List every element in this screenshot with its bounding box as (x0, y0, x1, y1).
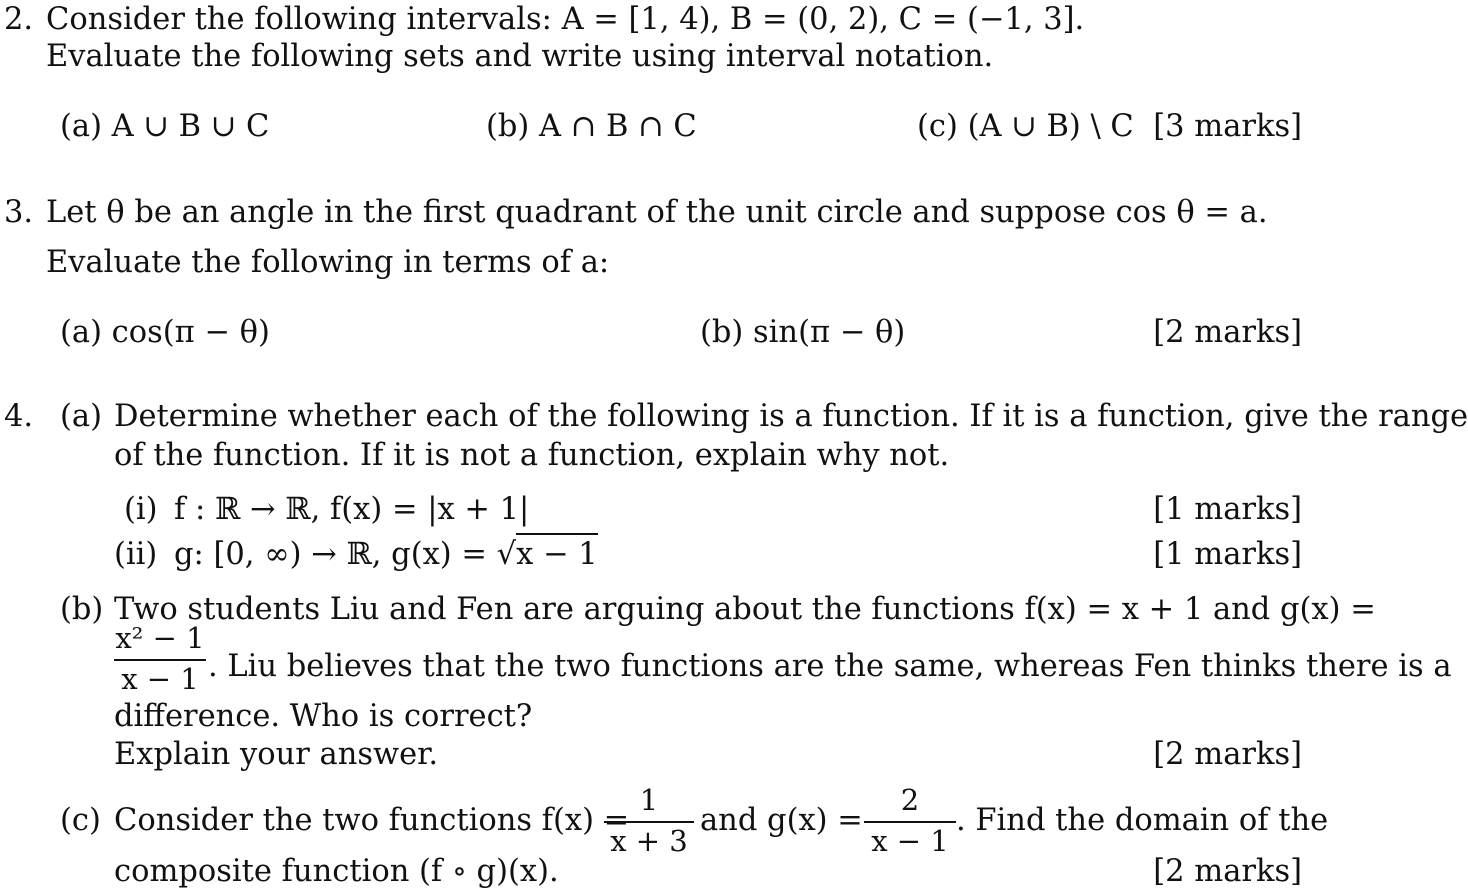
question-3-stem: Let θ be an angle in the first quadrant of the unit circle and suppose cos θ = a. (46, 195, 1268, 230)
question-4-number: 4. (4, 399, 34, 434)
question-2-instruction: Evaluate the following sets and write using interval notation. (46, 39, 994, 74)
question-4b-line3: difference. Who is correct? (114, 699, 533, 734)
question-4c-g-fraction-bar (864, 821, 956, 823)
question-2-part-c: (c) (A ∪ B) \ C (917, 109, 1134, 144)
question-4a-i-text: f : ℝ → ℝ, f(x) = |x + 1| (174, 492, 530, 527)
question-4a-ii-prefix: g: [0, ∞) → ℝ, g(x) = √ (174, 537, 517, 572)
question-4b-label: (b) (60, 592, 104, 627)
question-4c-text3: . Find the domain of the (956, 803, 1329, 838)
question-4a-ii-radicand: x − 1 (516, 533, 598, 572)
question-4c-f-denominator: x + 3 (610, 824, 688, 858)
question-4c-f-fraction (604, 784, 694, 858)
question-3-number: 3. (4, 195, 34, 230)
question-4a-label: (a) (60, 399, 102, 434)
question-4c-text1: Consider the two functions f(x) = (114, 803, 630, 838)
question-4c-g-fraction (864, 784, 956, 858)
question-4c-text2: and g(x) = (700, 803, 863, 838)
question-4c-label: (c) (60, 803, 101, 838)
question-4b-line1: Two students Liu and Fen are arguing about the functions f(x) = x + 1 and g(x) = (114, 592, 1376, 627)
question-4b-marks: [2 marks] (1153, 737, 1302, 772)
question-4a-line2: of the function. If it is not a function, explain why not. (114, 438, 950, 473)
question-2-part-b: (b) A ∩ B ∩ C (486, 109, 697, 144)
question-4b-fraction-bar (114, 659, 206, 661)
question-2-stem: Consider the following intervals: A = [1, 4), B = (0, 2), C = (−1, 3]. (46, 2, 1085, 37)
question-3-instruction: Evaluate the following in terms of a: (46, 245, 610, 280)
question-4b-line2: . Liu believes that the two functions are the same, whereas Fen thinks there is a (208, 649, 1452, 684)
question-2-part-a: (a) A ∪ B ∪ C (60, 109, 270, 144)
question-4b-fraction (114, 622, 206, 696)
question-4c-g-denominator: x − 1 (871, 824, 949, 858)
question-4a-i-label: (i) (124, 492, 158, 527)
question-3-part-a: (a) cos(π − θ) (60, 315, 270, 350)
question-4b-fraction-numerator: x² − 1 (115, 621, 205, 655)
question-4c-f-fraction-bar (604, 821, 694, 823)
question-3-marks: [2 marks] (1153, 315, 1302, 350)
question-4b-line4: Explain your answer. (114, 737, 439, 772)
question-4c-g-numerator: 2 (900, 783, 920, 817)
question-4c-marks: [2 marks] (1153, 854, 1302, 889)
question-3-part-b: (b) sin(π − θ) (700, 315, 906, 350)
question-4c-line2: composite function (f ∘ g)(x). (114, 854, 559, 889)
question-2-marks: [3 marks] (1153, 109, 1302, 144)
question-4a-ii-text (174, 537, 598, 572)
question-4b-fraction-denominator: x − 1 (121, 662, 199, 696)
question-4a-ii-label: (ii) (114, 537, 158, 572)
question-4a-ii-marks: [1 marks] (1153, 537, 1302, 572)
question-4c-f-numerator: 1 (639, 783, 659, 817)
question-2-number: 2. (4, 2, 34, 37)
question-4a-line1: Determine whether each of the following is a function. If it is a function, give the range (114, 399, 1468, 434)
question-4a-i-marks: [1 marks] (1153, 492, 1302, 527)
